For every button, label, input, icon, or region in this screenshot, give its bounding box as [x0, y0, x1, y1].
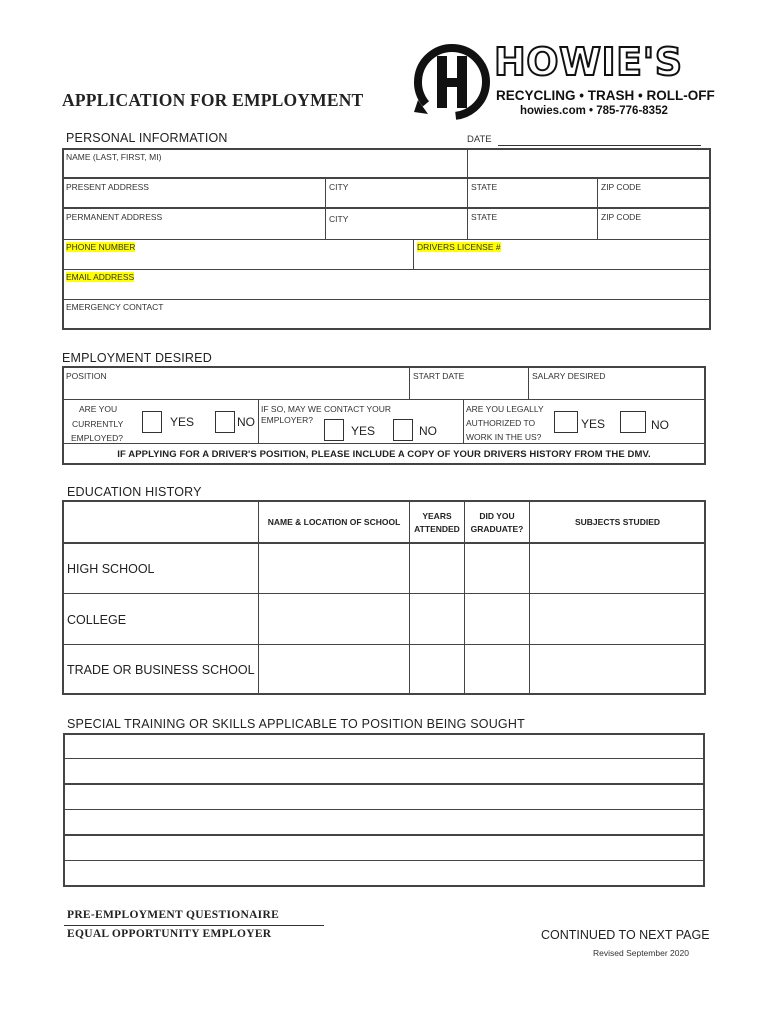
page-title: APPLICATION FOR EMPLOYMENT — [62, 90, 364, 110]
personal-heading: PERSONAL INFORMATION — [66, 131, 228, 145]
position-label: POSITION — [66, 371, 107, 381]
college-name-field[interactable] — [258, 593, 410, 645]
name-label: NAME (LAST, FIRST, MI) — [66, 152, 162, 162]
email-label: EMAIL ADDRESS — [66, 272, 135, 282]
revised-label: Revised September 2020 — [593, 948, 689, 958]
education-header-blank — [62, 500, 259, 543]
employment-divider-2 — [463, 399, 464, 444]
present-state-label: STATE — [471, 182, 498, 192]
col-school-label: NAME & LOCATION OF SCHOOL — [267, 517, 401, 527]
col-subjects-label: SUBJECTS STUDIED — [574, 517, 660, 527]
pre-employment-label: PRE-EMPLOYMENT QUESTIONAIRE — [67, 909, 280, 921]
date-label: DATE — [467, 134, 492, 145]
date-box[interactable] — [467, 148, 711, 178]
start-date-label: START DATE — [413, 371, 465, 381]
salary-label: SALARY DESIRED — [532, 371, 606, 381]
contact-employer-no-checkbox[interactable] — [393, 419, 413, 441]
logo-contact: howies.com • 785-776-8352 — [520, 105, 668, 117]
present-address-label: PRESENT ADDRESS — [66, 182, 149, 192]
college-graduate-field[interactable] — [464, 593, 530, 645]
contact-employer-yes-checkbox[interactable] — [324, 419, 344, 441]
contact-employer-q1: IF SO, MAY WE CONTACT YOUR — [261, 404, 392, 414]
drivers-note: IF APPLYING FOR A DRIVER'S POSITION, PLEASE INCLUDE A COPY OF YOUR DRIVERS HISTORY FROM THE DMV. — [117, 449, 651, 460]
permanent-city-field[interactable] — [325, 208, 468, 240]
authorized-q1: ARE YOU LEGALLY — [466, 404, 544, 414]
currently-employed-no-label: NO — [237, 415, 255, 429]
contact-employer-q2: EMPLOYER? — [261, 415, 313, 425]
trade-school-graduate-field[interactable] — [464, 644, 530, 695]
col-grad-label-2: GRADUATE? — [470, 524, 524, 534]
skills-line[interactable] — [64, 784, 704, 810]
present-zip-label: ZIP CODE — [601, 182, 641, 192]
employment-heading: EMPLOYMENT DESIRED — [62, 351, 212, 365]
permanent-state-label: STATE — [471, 212, 498, 222]
col-grad-label-1: DID YOU — [479, 511, 515, 521]
permanent-city-label: CITY — [329, 214, 349, 224]
equal-opportunity-label: EQUAL OPPORTUNITY EMPLOYER — [67, 928, 272, 940]
high-school-graduate-field[interactable] — [464, 543, 530, 594]
authorized-no-label: NO — [651, 418, 669, 432]
contact-employer-yes-label: YES — [351, 424, 376, 438]
skills-line[interactable] — [64, 860, 704, 886]
emergency-contact-label: EMERGENCY CONTACT — [66, 302, 164, 312]
currently-employed-q2: CURRENTLY — [72, 419, 124, 429]
phone-label: PHONE NUMBER — [66, 242, 136, 252]
high-school-name-field[interactable] — [258, 543, 410, 594]
logo-mark-icon — [412, 42, 492, 122]
logo-tagline: RECYCLING • TRASH • ROLL-OFF — [496, 88, 715, 103]
education-heading: EDUCATION HISTORY — [67, 485, 202, 499]
high-school-years-field[interactable] — [409, 543, 465, 594]
company-logo — [412, 40, 715, 122]
contact-employer-no-label: NO — [419, 424, 437, 438]
trade-school-years-field[interactable] — [409, 644, 465, 695]
permanent-address-label: PERMANENT ADDRESS — [66, 212, 163, 222]
authorized-no-checkbox[interactable] — [620, 411, 646, 433]
authorized-yes-checkbox[interactable] — [554, 411, 578, 433]
employment-divider — [258, 399, 259, 444]
currently-employed-no-checkbox[interactable] — [215, 411, 235, 433]
logo-brand: HOWIE'S — [494, 40, 683, 84]
currently-employed-yes-checkbox[interactable] — [142, 411, 162, 433]
authorized-q3: WORK IN THE US? — [466, 432, 542, 442]
authorized-q2: AUTHORIZED TO — [466, 418, 536, 428]
col-years-label-2: ATTENDED — [414, 524, 460, 534]
present-city-label: CITY — [329, 182, 349, 192]
skills-line[interactable] — [64, 733, 704, 759]
date-field[interactable] — [498, 145, 701, 146]
trade-school-name-field[interactable] — [258, 644, 410, 695]
skills-line[interactable] — [64, 835, 704, 861]
high-school-label: HIGH SCHOOL — [67, 562, 155, 576]
continued-label: CONTINUED TO NEXT PAGE — [541, 928, 710, 942]
footer-rule — [64, 925, 324, 926]
college-subjects-field[interactable] — [529, 593, 706, 645]
trade-school-subjects-field[interactable] — [529, 644, 706, 695]
currently-employed-yes-label: YES — [170, 415, 195, 429]
drivers-license-label: DRIVERS LICENSE # — [417, 242, 501, 252]
college-label: COLLEGE — [67, 613, 127, 627]
currently-employed-q1: ARE YOU — [79, 404, 118, 414]
trade-school-label: TRADE OR BUSINESS SCHOOL — [67, 663, 255, 677]
college-years-field[interactable] — [409, 593, 465, 645]
currently-employed-q3: EMPLOYED? — [71, 433, 123, 443]
high-school-subjects-field[interactable] — [529, 543, 706, 594]
authorized-yes-label: YES — [581, 417, 606, 431]
permanent-zip-label: ZIP CODE — [601, 212, 641, 222]
skills-line[interactable] — [64, 758, 704, 784]
skills-heading: SPECIAL TRAINING OR SKILLS APPLICABLE TO POSITION BEING SOUGHT — [67, 717, 525, 731]
skills-line[interactable] — [64, 809, 704, 835]
position-field[interactable] — [62, 366, 410, 400]
col-years-label-1: YEARS — [422, 511, 452, 521]
email-field[interactable] — [62, 269, 711, 300]
